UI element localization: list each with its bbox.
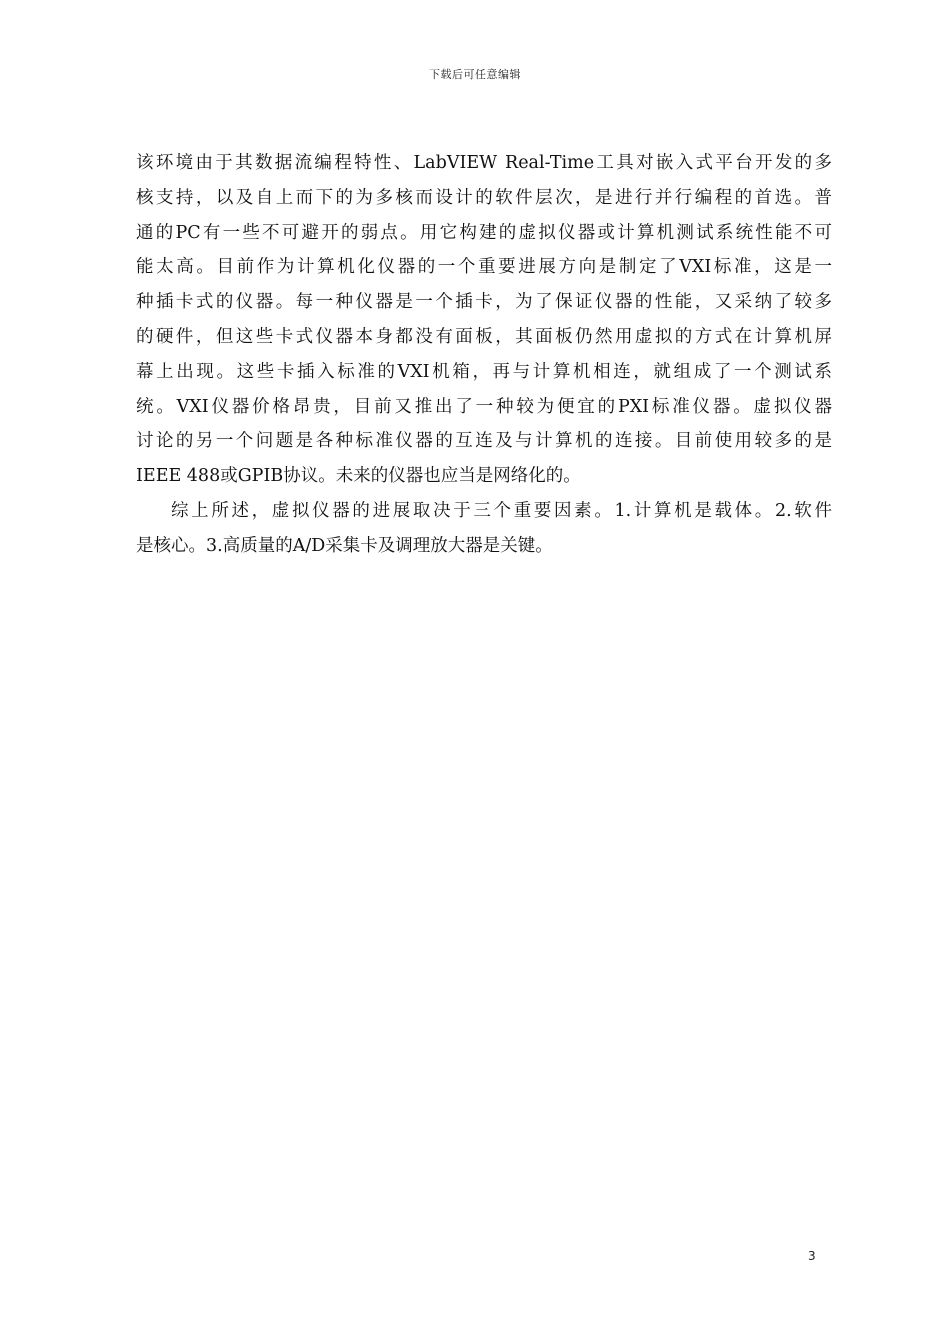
text-line: IEEE 488或GPIB协议。未来的仪器也应当是网络化的。 xyxy=(136,466,581,487)
text-line: 综上所述，虚拟仪器的进展取决于三个重要因素。1.计算机是载体。2.软件 xyxy=(171,500,832,521)
text-line: 种插卡式的仪器。每一种仪器是一个插卡，为了保证仪器的性能，又采纳了较多 xyxy=(136,292,832,313)
text-line: 讨论的另一个问题是各种标准仪器的互连及与计算机的连接。目前使用较多的是 xyxy=(136,431,832,452)
text-line: 幕上出现。这些卡插入标准的VXI机箱，再与计算机相连，就组成了一个测试系 xyxy=(136,361,832,382)
text-line: 该环境由于其数据流编程特性、LabVIEW Real-Time工具对嵌入式平台开发的多 xyxy=(136,153,832,173)
text-line: 的硬件，但这些卡式仪器本身都没有面板，其面板仍然用虚拟的方式在计算机屏 xyxy=(136,326,832,347)
document-body xyxy=(136,146,832,564)
paragraph-1 xyxy=(136,146,832,494)
text-line: 能太高。目前作为计算机化仪器的一个重要进展方向是制定了VXI标准，这是一 xyxy=(136,257,832,278)
text-line: 统。VXI仪器价格昂贵，目前又推出了一种较为便宜的PXI标准仪器。虚拟仪器 xyxy=(136,396,832,417)
text-line: 是核心。3.高质量的A/D采集卡及调理放大器是关键。 xyxy=(136,535,553,556)
text-line: 核支持，以及自上而下的为多核而设计的软件层次，是进行并行编程的首选。普 xyxy=(136,187,832,208)
page-header: 下载后可任意编辑 xyxy=(429,68,521,81)
page-number: 3 xyxy=(808,1249,816,1263)
paragraph-2 xyxy=(136,494,832,564)
text-line: 通的PC有一些不可避开的弱点。用它构建的虚拟仪器或计算机测试系统性能不可 xyxy=(136,222,832,243)
